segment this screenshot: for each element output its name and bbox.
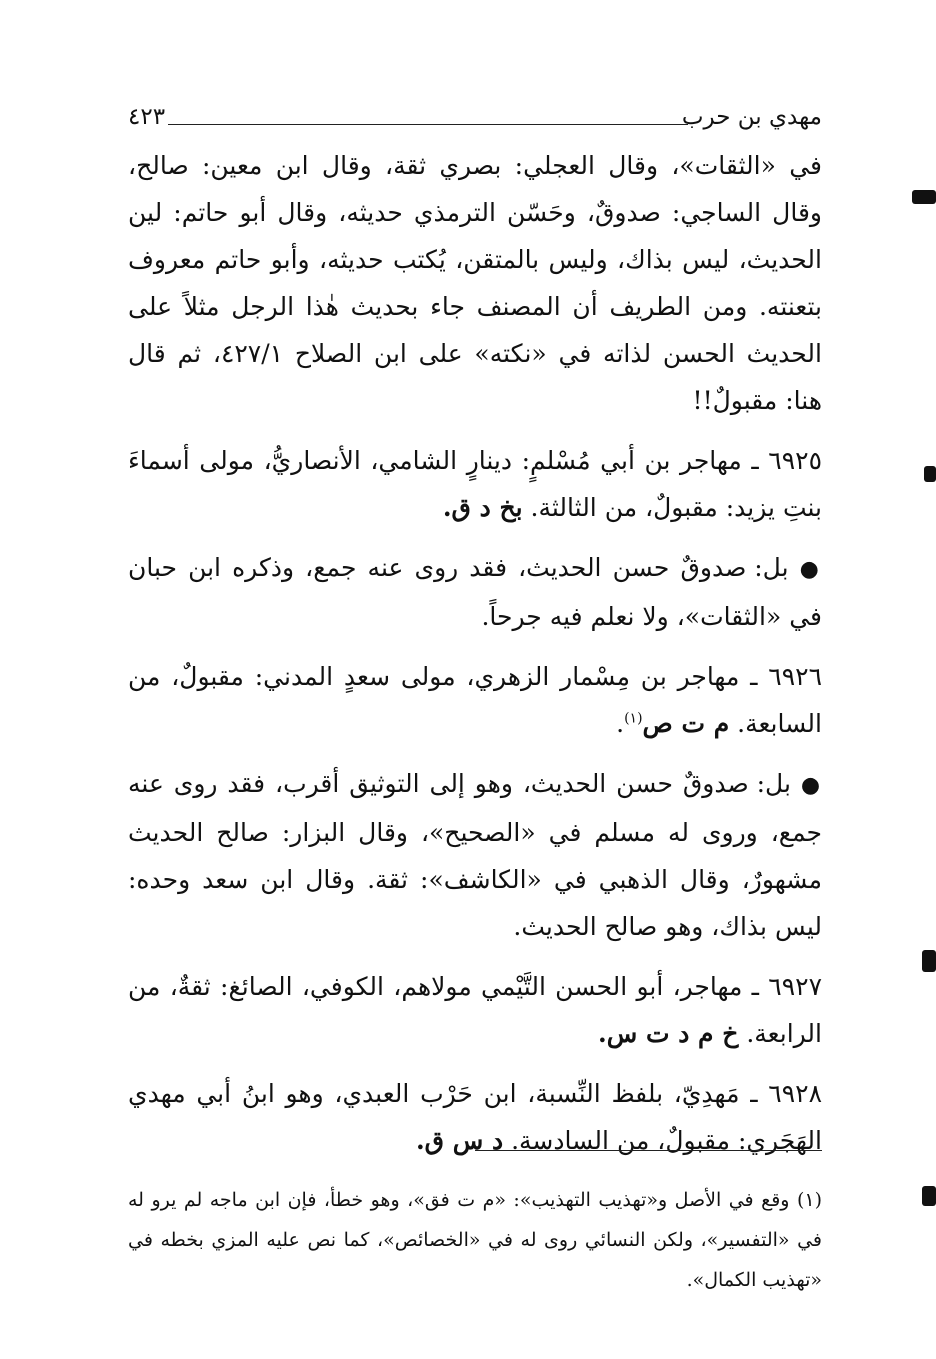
main-text — [128, 142, 822, 1177]
narrator-codes: بخ د ق. — [442, 493, 523, 522]
commentary-paragraph — [128, 142, 822, 424]
footnote-reference[interactable]: (١) — [624, 710, 643, 727]
entry-tail: . — [616, 709, 625, 738]
entry-6925 — [128, 437, 822, 531]
commentary-paragraph — [128, 544, 822, 640]
footnote-separator — [475, 1150, 822, 1151]
entry-text: ٦٩٢٨ ـ مَهدِيّ، بلفظ النِّسبة، ابن حَرْب العبدي، وهو ابنُ أبي مهدي الهَجَري: مقبولٌ، من السادسة. — [128, 1079, 822, 1155]
narrator-codes: م ت ص — [642, 709, 730, 738]
narrator-codes: د س ق. — [415, 1126, 504, 1155]
scan-edge-mark — [922, 1186, 936, 1206]
entry-text: ٦٩٢٥ ـ مهاجر بن أبي مُسْلمٍ: دينارٍ الشامي، الأنصاريُّ، مولى أسماءَ بنتِ يزيد: مقبولٌ، من الثالثة. — [128, 446, 822, 522]
bullet-icon: ● — [800, 773, 822, 798]
entry-text: ٦٩٢٧ ـ مهاجر، أبو الحسن التَّيْمي مولاهم، الكوفي، الصائغ: ثقةٌ، من الرابعة. — [128, 972, 822, 1048]
page-header — [128, 96, 822, 140]
entry-6927 — [128, 963, 822, 1057]
scan-edge-mark — [912, 190, 936, 204]
entry-text: ٦٩٢٦ ـ مهاجر بن مِسْمار الزهري، مولى سعدٍ المدني: مقبولٌ، من السابعة. — [128, 662, 822, 738]
narrator-codes: خ م د ت س. — [598, 1019, 739, 1048]
page-number: ٤٢٣ — [128, 104, 166, 130]
paragraph-text: بل: صدوقٌ حسن الحديث، فقد روى عنه جمع، وذكره ابن حبان في «الثقات»، ولا نعلم فيه جرحاً. — [128, 553, 822, 631]
scan-edge-mark — [924, 466, 936, 482]
paragraph-text: بل: صدوقٌ حسن الحديث، وهو إلى التوثيق أقرب، فقد روى عنه جمع، وروى له مسلم في «الصحيح»، وقال البزار: صالح الحديث مشهورٌ، وقال الذهبي في «الكاشف»: ثقة. وقال ابن سعد وحده: ليس بذاك، وهو صالح الحديث. — [128, 769, 822, 941]
scan-edge-mark — [922, 950, 936, 972]
header-rule — [168, 124, 688, 125]
bullet-icon: ● — [799, 557, 822, 582]
entry-6926 — [128, 653, 822, 747]
paragraph-text: في «الثقات»، وقال العجلي: بصري ثقة، وقال ابن معين: صالح، وقال الساجي: صدوقٌ، وحَسّن الترمذي حديثه، وقال أبو حاتم: لين الحديث، ليس بذاك، وليس بالمتقن، يُكتب حديثه، وأبو حاتم معروف بتعنته. ومن الطريف أن المصنف جاء بحديث هٰذا الرجل مثلاً على الحديث الحسن لذاته في «نكته» على ابن الصلاح ٤٢٧/١، ثم قال هنا: مقبولٌ!! — [128, 151, 822, 415]
footnote: (١) وقع في الأصل و«تهذيب التهذيب»: «م ت فق»، وهو خطأ، فإن ابن ماجه لم يرو له في «التفسير»، ولكن النسائي روى له في «الخصائص»، كما نص عليه المزي بخطه في «تهذيب الكمال». — [128, 1189, 822, 1291]
commentary-paragraph — [128, 760, 822, 950]
running-title: مهدي بن حرب — [681, 104, 822, 130]
